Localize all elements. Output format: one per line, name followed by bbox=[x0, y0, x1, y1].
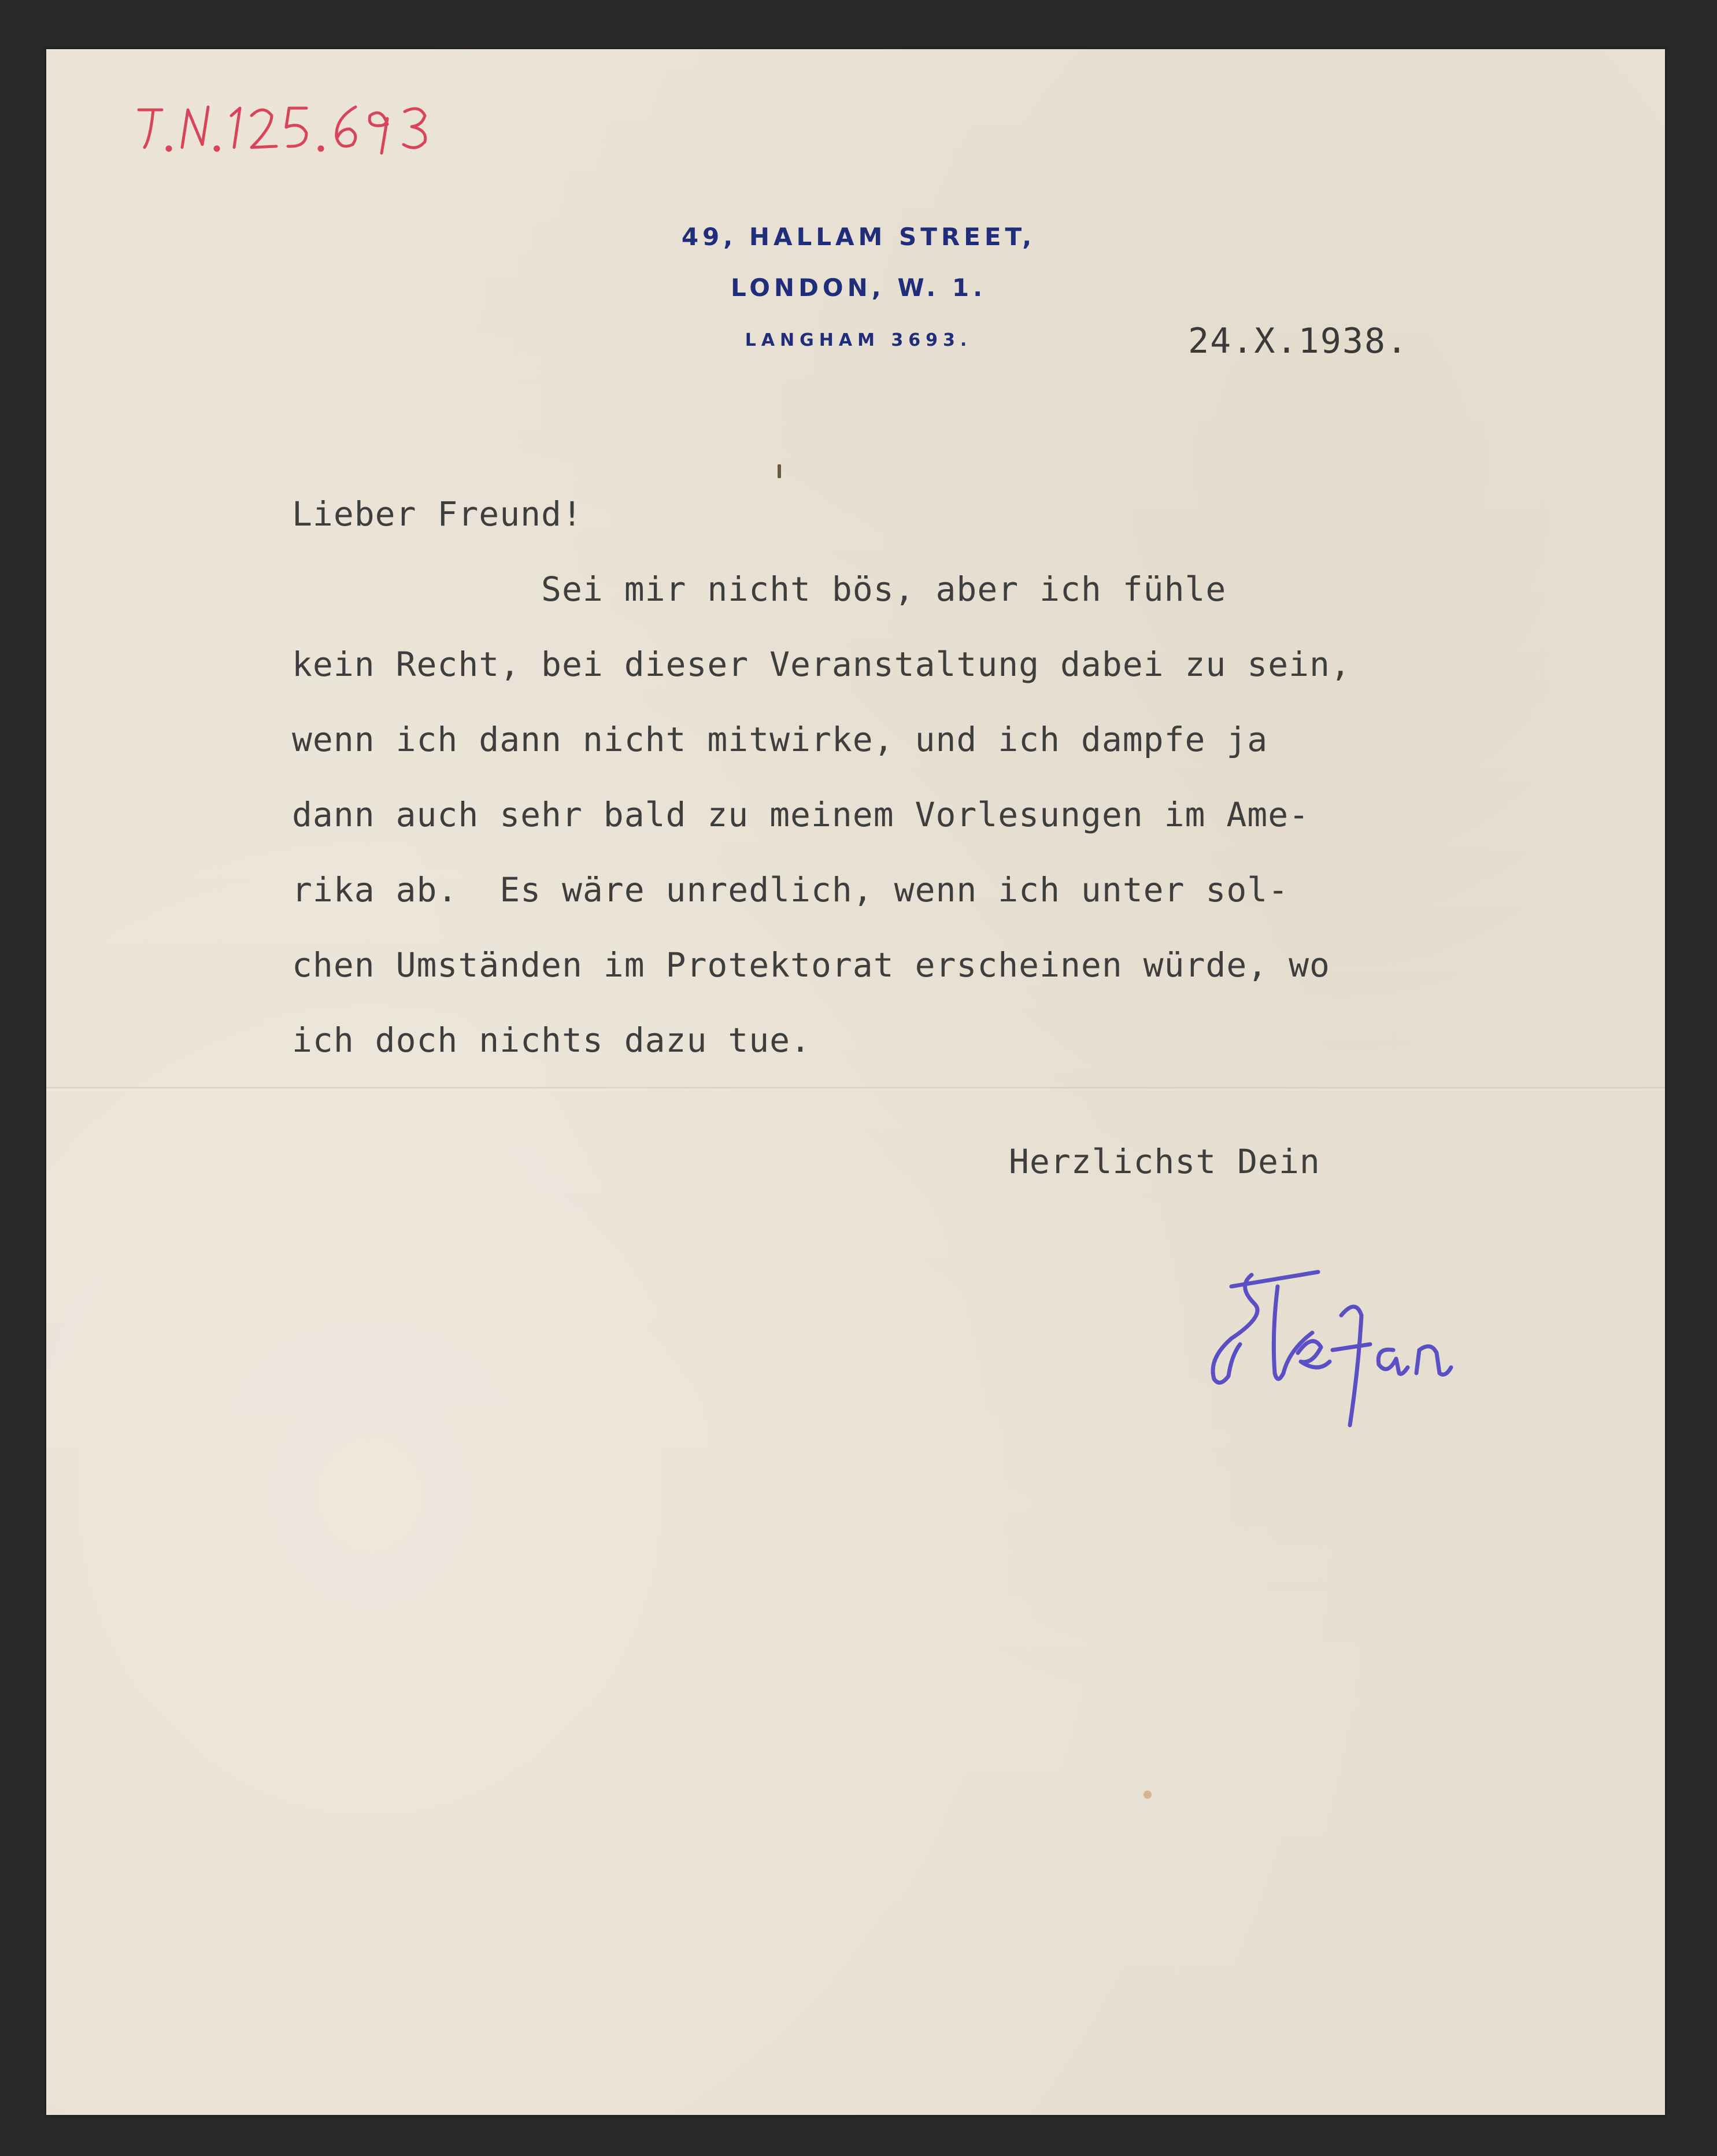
signature-drawing bbox=[1197, 1252, 1497, 1443]
archive-number-drawing bbox=[127, 84, 486, 171]
body-line: chen Umständen im Protektorat erscheinen würde, wo bbox=[292, 945, 1330, 985]
signature-handwritten bbox=[1197, 1252, 1497, 1443]
letterhead-street: 49, HALLAM STREET, bbox=[681, 223, 1036, 251]
letter-date: 24.X.1938. bbox=[1188, 321, 1409, 361]
closing: Herzlichst Dein bbox=[1009, 1142, 1320, 1181]
ink-mark bbox=[778, 464, 781, 478]
letterhead-phone: LANGHAM 3693. bbox=[745, 330, 972, 350]
letter-sheet bbox=[46, 49, 1665, 2115]
body-line: kein Recht, bei dieser Veranstaltung dabei zu sein, bbox=[292, 645, 1351, 684]
salutation: Lieber Freund! bbox=[292, 494, 583, 534]
archive-number-handwritten bbox=[127, 84, 486, 171]
body-line: ich doch nichts dazu tue. bbox=[292, 1020, 811, 1060]
paper-stain bbox=[1144, 1791, 1152, 1799]
body-line: dann auch sehr bald zu meinem Vorlesungen im Ame- bbox=[292, 795, 1310, 834]
letterhead-city: LONDON, W. 1. bbox=[730, 273, 987, 302]
body-line: wenn ich dann nicht mitwirke, und ich dampfe ja bbox=[292, 720, 1268, 759]
body-line: Sei mir nicht bös, aber ich fühle bbox=[292, 569, 1227, 609]
body-line: rika ab. Es wäre unredlich, wenn ich unter sol- bbox=[292, 870, 1289, 909]
paper-fold bbox=[46, 1087, 1665, 1090]
